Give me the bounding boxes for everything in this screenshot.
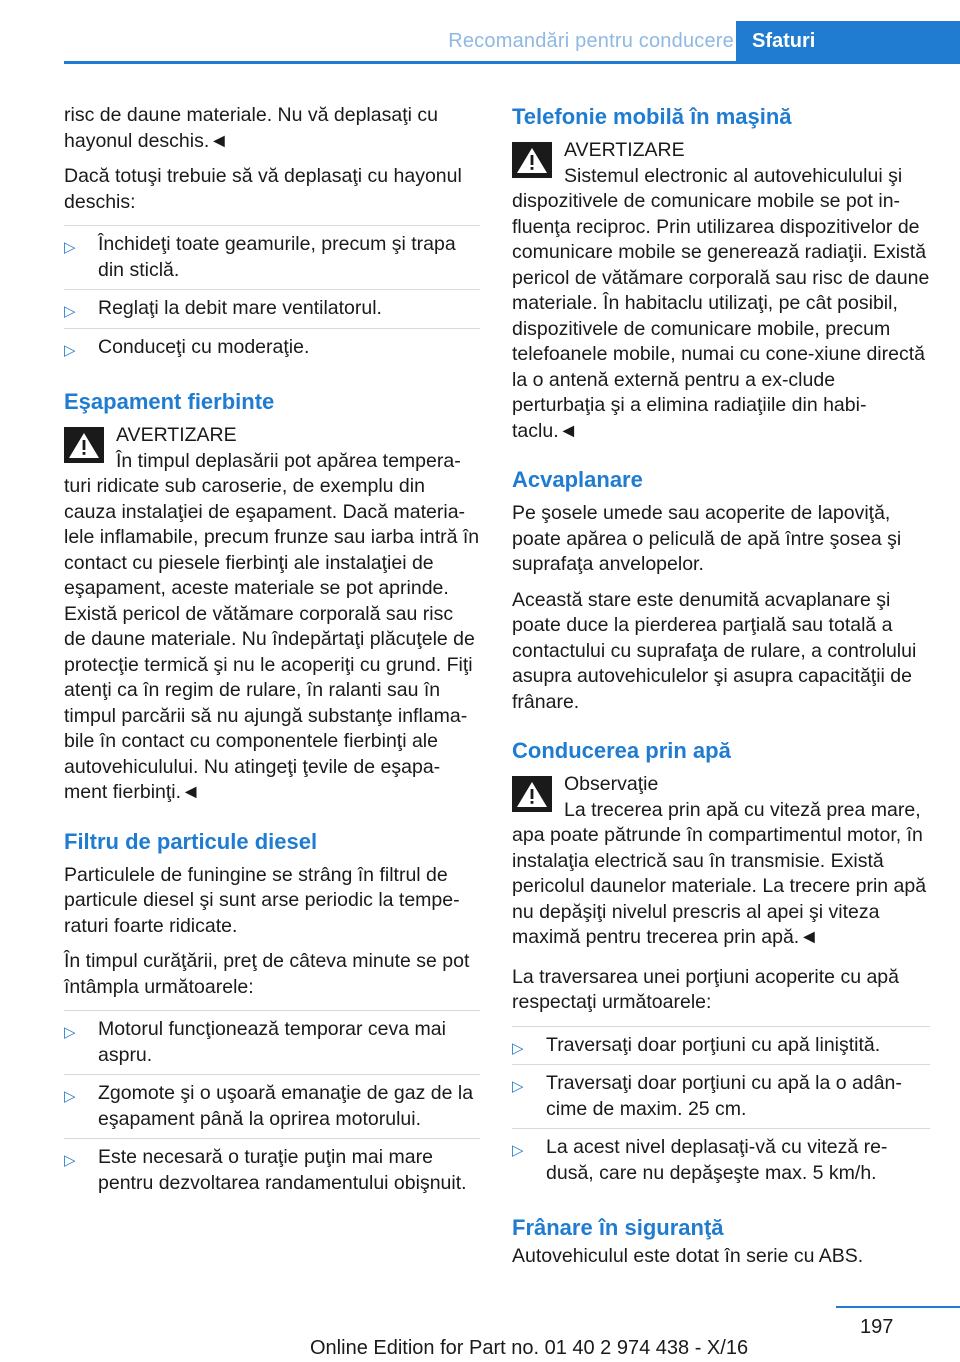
triangle-bullet-icon: ▷	[64, 1088, 76, 1105]
warning-triangle-icon	[512, 142, 552, 178]
list-item-text: Traversaţi doar porţiuni cu apă liniştită.	[546, 1033, 881, 1056]
list-item	[512, 1026, 930, 1065]
warning-label: AVERTIZARE	[564, 139, 685, 161]
header-tab	[736, 21, 960, 64]
list-item-text: Zgomote şi o uşoară emanaţie de gaz de la eşapament până la oprirea motorului.	[98, 1082, 474, 1130]
paragraph: Această stare este denumită acvaplanare şi poate duce la pierderea parţială sau totală a contactului cu suprafaţa de rulare, a controlului asupra autovehiculelor şi asupra capacităţii de frânare.	[512, 588, 917, 713]
list-item-text: Motorul funcţionează temporar ceva mai aspru.	[98, 1018, 446, 1066]
list-item	[512, 1064, 930, 1128]
right-column	[512, 103, 930, 1280]
edition-text: Online Edition for Part no. 01 40 2 974 438 - X/16	[310, 1337, 749, 1359]
warning-triangle-icon	[64, 427, 104, 463]
note-first-line: La trecerea prin apă cu viteză prea mare,	[564, 798, 921, 821]
triangle-bullet-icon: ▷	[64, 303, 76, 320]
triangle-bullet-icon: ▷	[512, 1039, 524, 1057]
triangle-bullet-icon: ▷	[64, 1152, 76, 1169]
note-block	[512, 772, 930, 951]
section-heading: Frânare în siguranţă	[512, 1215, 724, 1240]
paragraph: Dacă totuşi trebuie să vă deplasaţi cu hayonul deschis:	[64, 165, 462, 213]
list-item	[512, 1128, 930, 1192]
warning-first-line: Sistemul electronic al autovehiculului şi	[564, 164, 903, 187]
section-heading: Conducerea prin apă	[512, 738, 731, 763]
list-item-text: Închideţi toate geamurile, precum şi trapa din sticlă.	[98, 233, 456, 281]
footer-rule	[836, 1306, 960, 1308]
section-heading: Eşapament fierbinte	[64, 389, 275, 414]
warning-block	[64, 423, 480, 806]
warning-text: turi ridicate sub caroserie, de exemplu din cauza instalaţiei de eşapament. Dacă materia‐lele inflamabile, precum frunze sau iarba intră în contact cu piesele fierbinţi ale instalaţiei de eşapament, aceste materiale se pot aprinde. Există pericol de vătămare corporală sau risc de daune materiale. Nu îndepărtaţi plăcuţele de protecţie termică şi nu le acoperiţi cu grund. Fiţi atenţi ca în regim de rulare, în ralanti sau în timpul parcării să nu ajungă substanţe inflama‐bile în contact cu componentele fierbinţi ale autovehiculului. Nu atingeţi ţevile de eşapa‐ment fierbinţi.◄	[64, 475, 480, 803]
section-heading: Filtru de particule diesel	[64, 828, 318, 854]
page-number: 197	[860, 1316, 894, 1338]
bullet-list	[64, 1010, 480, 1202]
list-item	[64, 328, 480, 367]
triangle-bullet-icon: ▷	[512, 1078, 524, 1095]
warning-label: AVERTIZARE	[116, 424, 237, 446]
list-item	[64, 1074, 480, 1138]
left-column	[64, 103, 480, 1212]
note-text: apa poate pătrunde în compartimentul motor, în instalaţia electrică sau în transmisie. Există pericolul daunelor materiale. La trecere prin apă nu depăşiţi nivelul prescris al apei şi viteza maximă pentru trecerea prin apă.◄	[512, 824, 927, 948]
paragraph: risc de daune materiale. Nu vă deplasaţi cu hayonul deschis.◄	[64, 104, 438, 152]
section-heading: Acvaplanare	[512, 467, 643, 492]
warning-first-line: În timpul deplasării pot apărea tempera‐	[116, 449, 461, 472]
bullet-list	[512, 1026, 930, 1193]
warning-text: dispozitivele de comunicare mobile se pot in‐fluenţa reciproc. Prin utilizarea dispozitivelor de comunicare mobile se generează radiaţii. Există pericol de vătămare corporală sau risc de daune materiale. În habitaclu utilizaţi, pe cât posibil, dispozitivele de comunicare mobile, precum telefoanele mobile, numai cu cone‐xiune directă la o antenă externă pentru a ex‐clude perturbaţia şi a elimina radiaţiile din habi‐taclu.◄	[512, 190, 930, 442]
triangle-bullet-icon: ▷	[64, 341, 76, 359]
caution-triangle-icon	[512, 776, 552, 812]
section-heading: Telefonie mobilă în maşină	[512, 104, 792, 129]
list-item-text: Reglaţi la debit mare ventilatorul.	[98, 297, 382, 319]
list-item-text: Traversaţi doar porţiuni cu apă la o adân‐cime de maxim. 25 cm.	[546, 1072, 902, 1120]
list-item-text: La acest nivel deplasaţi-vă cu viteză re‐dusă, care nu depăşeşte max. 5 km/h.	[546, 1136, 888, 1184]
bullet-list	[64, 225, 480, 366]
note-label: Observaţie	[564, 773, 659, 795]
paragraph: La traversarea unei porţiuni acoperite cu apă respectaţi următoarele:	[512, 965, 899, 1013]
paragraph: Pe şosele umede sau acoperite de lapoviţă, poate apărea o peliculă de apă între şosea şi suprafaţa anvelopelor.	[512, 502, 902, 575]
list-item	[64, 225, 480, 289]
list-item	[64, 289, 480, 328]
paragraph: Autovehiculul este dotat în serie cu ABS.	[512, 1245, 864, 1267]
list-item-text: Este necesară o turaţie puţin mai mare pentru dezvoltarea randamentului obişnuit.	[98, 1146, 467, 1194]
list-item-text: Conduceţi cu moderaţie.	[98, 335, 310, 358]
paragraph: În timpul curăţării, preţ de câteva minute se pot întâmpla următoarele:	[64, 950, 470, 998]
header-section-title: Recomandări pentru conducere	[448, 30, 734, 52]
triangle-bullet-icon: ▷	[64, 239, 76, 256]
triangle-bullet-icon: ▷	[512, 1142, 524, 1159]
header-tab-label: Sfaturi	[752, 30, 816, 52]
paragraph: Particulele de funingine se strâng în filtrul de particule diesel şi sunt arse periodic la tempe‐raturi foarte ridicate.	[64, 863, 460, 937]
list-item	[64, 1010, 480, 1074]
warning-block	[512, 138, 930, 444]
triangle-bullet-icon: ▷	[64, 1024, 76, 1041]
list-item	[64, 1138, 480, 1202]
header-rule	[64, 61, 960, 64]
